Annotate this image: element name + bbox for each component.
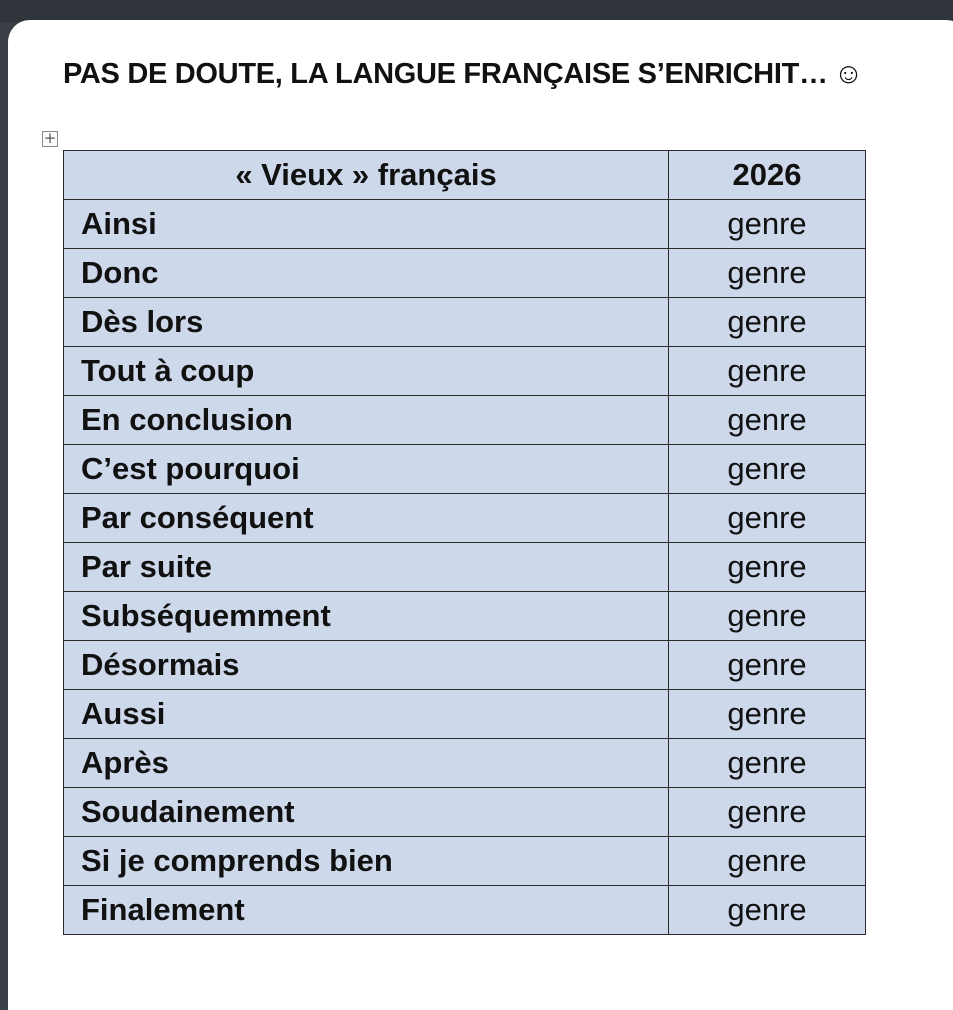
table-row (64, 543, 866, 592)
modern-word: genre (669, 641, 866, 690)
modern-word: genre (669, 445, 866, 494)
old-french-word: Après (64, 739, 669, 788)
table-row (64, 592, 866, 641)
modern-word: genre (669, 739, 866, 788)
old-french-word: Donc (64, 249, 669, 298)
table-move-handle-icon[interactable]: + (43, 129, 57, 147)
table-row (64, 690, 866, 739)
table-row (64, 249, 866, 298)
table-row (64, 837, 866, 886)
old-french-word: Désormais (64, 641, 669, 690)
old-french-word: Dès lors (64, 298, 669, 347)
modern-word: genre (669, 396, 866, 445)
vocabulary-table (63, 150, 866, 935)
smiley-icon: ☺ (833, 58, 864, 90)
header-year: 2026 (669, 151, 866, 200)
old-french-word: Par conséquent (64, 494, 669, 543)
modern-word: genre (669, 837, 866, 886)
table-row (64, 396, 866, 445)
table-row (64, 298, 866, 347)
modern-word: genre (669, 592, 866, 641)
old-french-word: Tout à coup (64, 347, 669, 396)
document-title (63, 58, 863, 91)
old-french-word: Par suite (64, 543, 669, 592)
table-row (64, 739, 866, 788)
modern-word: genre (669, 249, 866, 298)
old-french-word: Soudainement (64, 788, 669, 837)
modern-word: genre (669, 788, 866, 837)
old-french-word: Ainsi (64, 200, 669, 249)
table-row (64, 494, 866, 543)
old-french-word: Subséquemment (64, 592, 669, 641)
table-header-row (64, 151, 866, 200)
document-title-text: PAS DE DOUTE, LA LANGUE FRANÇAISE S’ENRICHIT… (63, 58, 828, 90)
window-top-bar (0, 0, 953, 22)
modern-word: genre (669, 347, 866, 396)
modern-word: genre (669, 494, 866, 543)
table-row (64, 200, 866, 249)
table-row (64, 445, 866, 494)
modern-word: genre (669, 543, 866, 592)
old-french-word: C’est pourquoi (64, 445, 669, 494)
table-row (64, 641, 866, 690)
modern-word: genre (669, 298, 866, 347)
modern-word: genre (669, 200, 866, 249)
header-old-french: « Vieux » français (64, 151, 669, 200)
table-row (64, 347, 866, 396)
table-row (64, 886, 866, 935)
old-french-word: Si je comprends bien (64, 837, 669, 886)
modern-word: genre (669, 886, 866, 935)
old-french-word: Aussi (64, 690, 669, 739)
table-row (64, 788, 866, 837)
old-french-word: Finalement (64, 886, 669, 935)
old-french-word: En conclusion (64, 396, 669, 445)
modern-word: genre (669, 690, 866, 739)
